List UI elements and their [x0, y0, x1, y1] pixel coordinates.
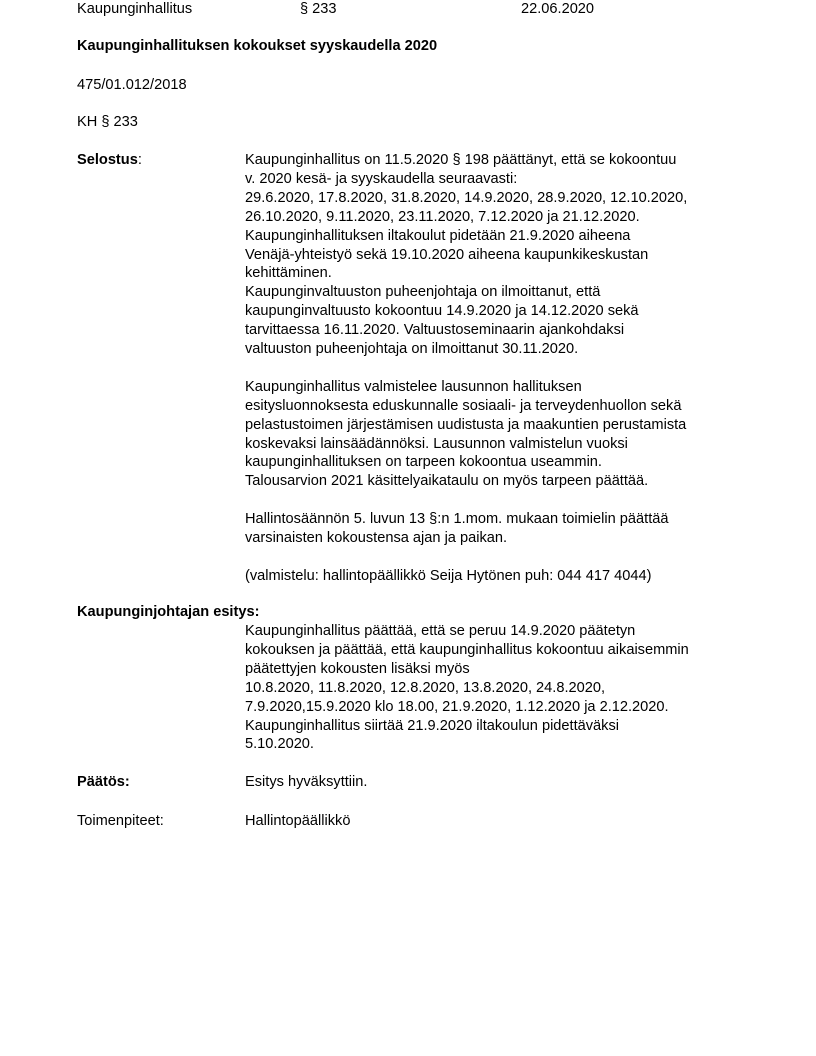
header-section: § 233: [300, 1, 337, 17]
esitys-line: 7.9.2020,15.9.2020 klo 18.00, 21.9.2020, 1.12.2020 ja 2.12.2020.: [245, 698, 669, 715]
selostus-line: tarvittaessa 16.11.2020. Valtuustoseminaarin ajankohdaksi: [245, 322, 625, 339]
selostus-line: koskevaksi lainsäädännöksi. Lausunnon valmistelun vuoksi: [245, 435, 628, 452]
selostus-line: v. 2020 kesä- ja syyskaudella seuraavasti:: [245, 170, 518, 187]
header-date: 22.06.2020: [521, 1, 595, 17]
selostus-body: [245, 151, 687, 586]
selostus-line: 26.10.2020, 9.11.2020, 23.11.2020, 7.12.2020 ja 21.12.2020.: [245, 208, 640, 225]
selostus-colon: :: [137, 152, 142, 168]
selostus-line: Talousarvion 2021 käsittelyaikataulu on myös tarpeen päättää.: [245, 473, 649, 490]
selostus-line: kaupunginhallituksen on tarpeen kokoontua useammin.: [245, 454, 602, 471]
selostus-line: Kaupunginhallitus valmistelee lausunnon hallituksen: [245, 378, 582, 395]
selostus-line: kehittäminen.: [245, 265, 332, 282]
esitys-line: 10.8.2020, 11.8.2020, 12.8.2020, 13.8.2020, 24.8.2020,: [245, 679, 606, 696]
selostus-label: Selostus: [77, 152, 138, 168]
selostus-line: esitysluonnoksesta eduskunnalle sosiaali- ja terveydenhuollon sekä: [245, 397, 682, 414]
selostus-line: varsinaisten kokoustensa ajan ja paikan.: [245, 530, 508, 547]
kh-reference: KH § 233: [77, 114, 138, 130]
selostus-line: (valmistelu: hallintopäällikkö Seija Hytönen puh: 044 417 4044): [245, 567, 652, 584]
esitys-line: Kaupunginhallitus päättää, että se peruu 14.9.2020 päätetyn: [245, 623, 636, 639]
esitys-label: Kaupunginjohtajan esitys:: [77, 604, 260, 620]
paragraph-gap: [245, 548, 687, 567]
record-number: 475/01.012/2018: [77, 77, 187, 93]
toimenpiteet-label: Toimenpiteet:: [77, 813, 164, 829]
selostus-line: Venäjä-yhteistyö sekä 19.10.2020 aiheena kaupunkikeskustan: [245, 246, 649, 263]
esitys-line: 5.10.2020.: [245, 736, 314, 753]
header-body: Kaupunginhallitus: [77, 1, 193, 17]
paragraph-gap: [245, 491, 687, 510]
esitys-body: [245, 622, 689, 754]
selostus-line: pelastustoimen järjestämisen uudistusta ja maakuntien perustamista: [245, 416, 687, 433]
esitys-line: päätettyjen kokousten lisäksi myös: [245, 660, 470, 677]
selostus-line: Kaupunginhallitus on 11.5.2020 § 198 päättänyt, että se kokoontuu: [245, 152, 677, 168]
paragraph-gap: [245, 359, 687, 378]
document-title: Kaupunginhallituksen kokoukset syyskaudella 2020: [77, 38, 438, 54]
paatos-value: Esitys hyväksyttiin.: [245, 774, 368, 790]
selostus-line: Kaupunginhallituksen iltakoulut pidetään 21.9.2020 aiheena: [245, 227, 631, 244]
selostus-label-wrap: [77, 152, 142, 169]
esitys-line: kokouksen ja päättää, että kaupunginhallitus kokoontuu aikaisemmin: [245, 641, 689, 658]
selostus-line: Kaupunginvaltuuston puheenjohtaja on ilmoittanut, että: [245, 284, 601, 301]
selostus-line: kaupunginvaltuusto kokoontuu 14.9.2020 ja 14.12.2020 sekä: [245, 303, 639, 320]
selostus-line: valtuuston puheenjohtaja on ilmoittanut 30.11.2020.: [245, 341, 579, 358]
toimenpiteet-value: Hallintopäällikkö: [245, 813, 351, 829]
selostus-line: 29.6.2020, 17.8.2020, 31.8.2020, 14.9.2020, 28.9.2020, 12.10.2020,: [245, 189, 688, 206]
paatos-label: Päätös:: [77, 774, 130, 790]
esitys-line: Kaupunginhallitus siirtää 21.9.2020 iltakoulun pidettäväksi: [245, 717, 620, 734]
selostus-line: Hallintosäännön 5. luvun 13 §:n 1.mom. mukaan toimielin päättää: [245, 511, 669, 528]
